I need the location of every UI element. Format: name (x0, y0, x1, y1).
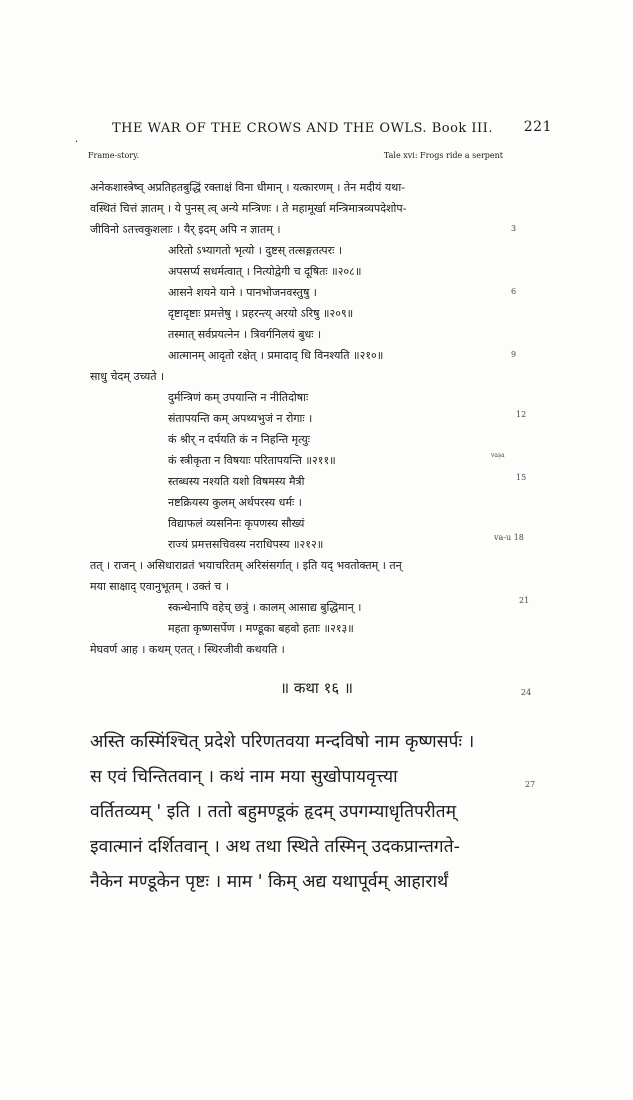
text-line: जीविनो ऽतत्त्वकुशलाः । यैर् इदम् अपि न ज्ञातम् । (90, 223, 281, 236)
verse-line: तस्मात् सर्वप्रयत्नेन । त्रिवर्गनिलयं बुधः । (168, 328, 322, 341)
margin-line-number: 3 (511, 224, 517, 233)
verse-line: महता कृष्णसर्पेण । मण्डूका बहवो हताः ॥२१३॥ (168, 622, 354, 635)
verse-line: संतापयन्ति कम् अपथ्यभुजं न रोगाः । (168, 412, 313, 425)
verse-line: कं स्त्रीकृता न विषयाः परितापयन्ति ॥२११॥ (168, 454, 336, 467)
margin-line-number: 24 (521, 688, 532, 697)
verse-line: दुर्मन्त्रिणं कम् उपयान्ति न नीतिदोषाः (168, 391, 309, 404)
margin-line-number: va-u 18 (494, 533, 524, 542)
margin-line-number: 6 (511, 287, 517, 296)
verse-line: स्कन्धेनापि वहेच् छत्रुं । कालम् आसाद्य बुद्धिमान् । (168, 601, 362, 614)
tale-line: वर्तितव्यम् ' इति । ततो बहुमण्डूकं हृदम् उपगम्याधृतिपरीतम् (90, 802, 457, 822)
tale-heading: ॥ कथा १६ ॥ (280, 679, 353, 697)
verse-line: अरितो ऽभ्यागतो भृत्यो । दुष्टस् तत्सङ्गतत्परः । (168, 244, 342, 257)
margin-line-number: 27 (525, 780, 536, 789)
tale-line: नैकेन मण्डूकेन पृष्टः । माम ' किम् अद्य यथापूर्वम् आहारार्थं (90, 872, 449, 892)
verse-line: अपसर्प्य सधर्मत्वात् । नित्योद्वेगी च दूषितः ॥२०८॥ (168, 265, 362, 278)
text-line: मया साक्षाद् एवानुभूतम् । उक्तं च । (90, 580, 229, 593)
verse-line: राज्यं प्रमत्तसचिवस्य नराधिपस्य ॥२१२॥ (168, 538, 324, 551)
verse-line: आसने शयने याने । पानभोजनवस्तुषु । (168, 286, 317, 299)
tale-line: इवात्मानं दर्शितवान् । अथ तथा स्थिते तस्मिन् उदकप्रान्तगते- (90, 837, 460, 857)
verse-line: कं श्रीर् न दर्पयति कं न निहन्ति मृत्युः (168, 433, 310, 446)
verse-line: दृष्टादृष्टाः प्रमत्तेषु । प्रहरन्त्य् अरयो ऽरिषु ॥२०९॥ (168, 307, 354, 320)
tale-line: अस्ति कस्मिंश्चित् प्रदेशे परिणतवया मन्दविषो नाम कृष्णसर्पः । (90, 732, 475, 752)
verse-line: विद्याफलं व्यसनिनः कृपणस्य सौख्यं (168, 517, 305, 530)
text-line: अनेकशास्त्रेष्व् अप्रतिहतबुद्धिं रक्ताक्षं विना धीमान् । यत्कारणम् । तेन मदीयं यथा- (90, 181, 406, 194)
margin-line-number: 15 (516, 473, 527, 482)
margin-line-number: 9 (511, 350, 517, 359)
verse-line: आत्मानम् आदृतो रक्षेत् । प्रमादाद् धि विनश्यति ॥२१०॥ (168, 349, 384, 362)
running-head-title: THE WAR OF THE CROWS AND THE OWLS. Book III. (112, 121, 493, 136)
stray-mark: · (75, 137, 79, 148)
subhead-right: Tale xvi: Frogs ride a serpent (383, 151, 503, 160)
text-line: साधु चेदम् उच्यते । (90, 370, 165, 383)
verse-line: स्तब्धस्य नश्यति यशो विषमस्य मैत्री (168, 475, 305, 488)
subhead-left: Frame-story. (88, 151, 140, 160)
page-number: 221 (523, 119, 552, 135)
text-line: वस्थितं चित्तं ज्ञातम् । ये पुनस् त्व् अन्ये मन्त्रिणः । ते महामूर्खा मन्त्रिमात्रव्यपदेशोप- (90, 202, 407, 215)
text-line: तत् । राजन् । असिधाराव्रतं भयाचरितम् अरिसंसर्गात् । इति यद् भवतोक्तम् । तन् (90, 559, 402, 572)
verse-line: नष्टक्रियस्य कुलम् अर्थपरस्य धर्मः । (168, 496, 302, 509)
margin-note: vaṣa (491, 452, 505, 459)
margin-line-number: 12 (516, 410, 527, 419)
tale-line: स एवं चिन्तितवान् । कथं नाम मया सुखोपायवृत्त्या (90, 767, 398, 787)
text-line: मेघवर्ण आह । कथम् एतत् । स्थिरजीवी कथयति । (90, 643, 285, 656)
margin-line-number: 21 (519, 596, 530, 605)
